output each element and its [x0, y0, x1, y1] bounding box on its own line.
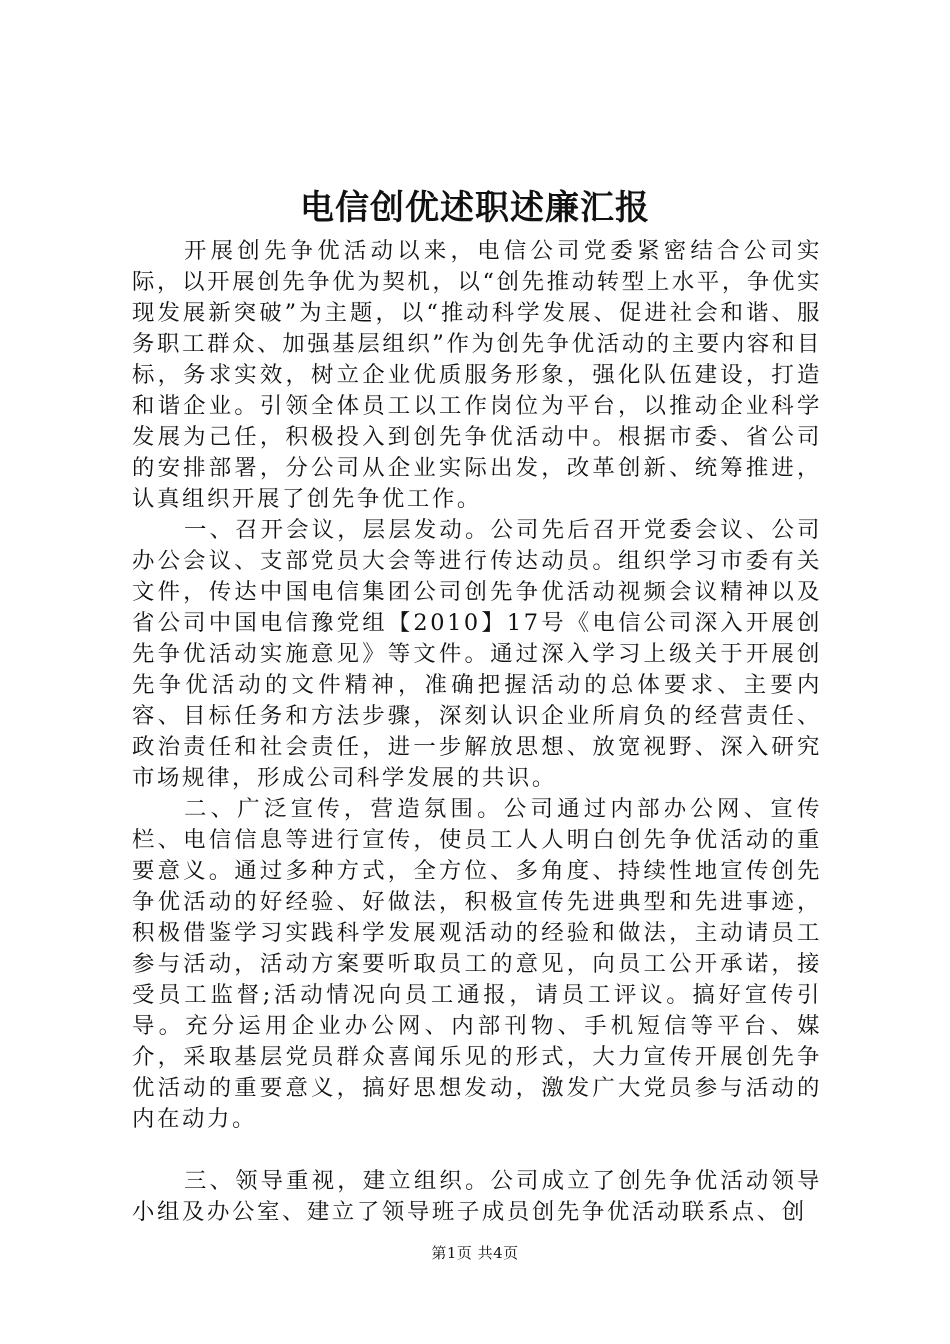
paragraph-section-3: 三、领导重视，建立组织。公司成立了创先争优活动领导小组及办公室、建立了领导班子成员创先争优活动联系点、创: [132, 1168, 822, 1225]
page-number-footer: 第1页 共4页: [431, 1244, 519, 1262]
document-body: [132, 236, 822, 1228]
paragraph-section-1: 一、召开会议，层层发动。公司先后召开党委会议、公司办公会议、支部党员大会等进行传达动员。组织学习市委有关文件，传达中国电信集团公司创先争优活动视频会议精神以及省公司中国电信豫党组【2010】17号《电信公司深入开展创先争优活动实施意见》等文件。通过深入学习上级关于开展创先争优活动的文件精神，准确把握活动的总体要求、主要内容、目标任务和方法步骤，深刻认识企业所肩负的经营责任、政治责任和社会责任，进一步解放思想、放宽视野、深入研究市场规律，形成公司科学发展的共识。: [132, 517, 822, 791]
paragraph-intro: 开展创先争优活动以来，电信公司党委紧密结合公司实际，以开展创先争优为契机，以“创先推动转型上水平，争优实现发展新突破”为主题，以“推动科学发展、促进社会和谐、服务职工群众、加强基层组织”作为创先争优活动的主要内容和目标，务求实效，树立企业优质服务形象，强化队伍建设，打造和谐企业。引领全体员工以工作岗位为平台，以推动企业科学发展为己任，积极投入到创先争优活动中。根据市委、省公司的安排部署，分公司从企业实际出发，改革创新、统筹推进，认真组织开展了创先争优工作。: [132, 238, 822, 512]
paragraph-section-2: 二、广泛宣传，营造氛围。公司通过内部办公网、宣传栏、电信信息等进行宣传，使员工人人明白创先争优活动的重要意义。通过多种方式，全方位、多角度、持续性地宣传创先争优活动的好经验、好做法，积极宣传先进典型和先进事迹，积极借鉴学习实践科学发展观活动的经验和做法，主动请员工参与活动，活动方案要听取员工的意见，向员工公开承诺，接受员工监督;活动情况向员工通报，请员工评议。搞好宣传引导。充分运用企业办公网、内部刊物、手机短信等平台、媒介，采取基层党员群众喜闻乐见的形式，大力宣传开展创先争优活动的重要意义，搞好思想发动，激发广大党员参与活动的内在动力。: [132, 796, 822, 1132]
document-title: 电信创优述职述廉汇报: [300, 188, 650, 228]
